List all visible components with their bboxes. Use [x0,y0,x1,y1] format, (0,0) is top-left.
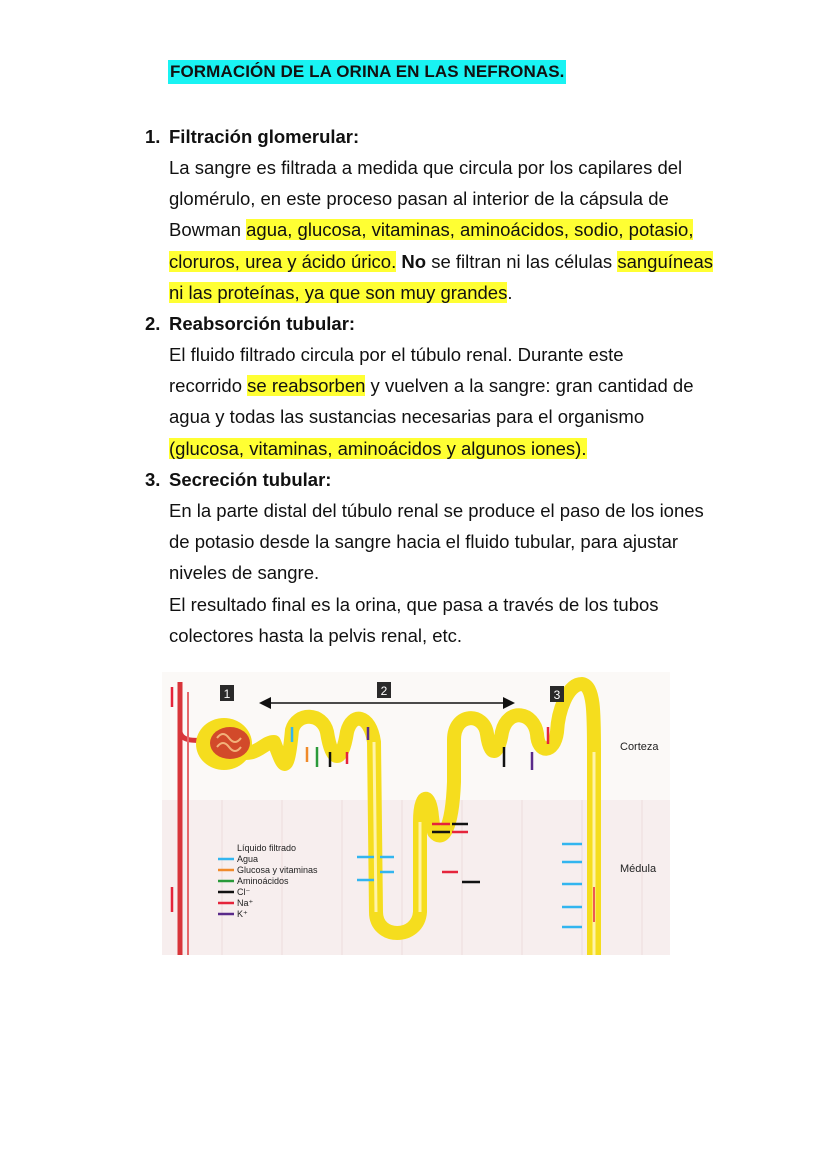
svg-text:2: 2 [380,684,388,698]
glomerulus-capsule [196,718,252,770]
legend-entry: Glucosa y vitaminas [237,865,318,875]
marker-2 [377,682,391,698]
section-title: Secreción tubular: [169,469,332,490]
section-title: Reabsorción tubular: [169,313,356,334]
section-number: 1. [145,126,161,147]
text-line [169,433,775,464]
text-run: . [507,281,513,303]
section-filtracion [145,121,775,308]
text-line [169,214,775,245]
highlighted-text: se reabsorben [247,375,366,397]
section-heading [145,121,775,152]
text-line [169,246,775,277]
text-line: glomérulo, en este proceso pasan al interior de la cápsula de [169,188,669,210]
section-heading [145,464,775,495]
text-run: y vuelven a la sangre: gran cantidad de [365,375,694,397]
text-line: En la parte distal del túbulo renal se produce el paso de los iones [169,500,704,521]
text-line [169,277,775,308]
highlighted-text: (glucosa, vitaminas, aminoácidos y algunos iones). [169,437,587,459]
legend-entry: Na⁺ [237,898,254,908]
section-body [169,495,775,651]
section-reabsorcion [145,308,775,464]
section-body [169,339,775,464]
legend-entry: Líquido filtrado [237,843,297,853]
text-line: de potasio desde la sangre hacia el fluido tubular, para ajustar [169,531,679,553]
text-run: recorrido [169,375,248,397]
section-number: 3. [145,469,161,490]
marker-3 [550,686,564,702]
highlighted-text: cloruros, urea y ácido úrico. [169,250,397,272]
section-body [169,152,775,308]
text-line: El fluido filtrado circula por el túbulo renal. Durante este [169,344,624,365]
legend-entry: Cl⁻ [237,887,251,897]
bold-text: No [401,250,427,272]
marker-1 [220,685,234,701]
text-line: niveles de sangre. [169,562,320,584]
text-line: El resultado final es la orina, que pasa a través de los tubos [169,593,659,615]
section-heading [145,308,775,339]
section-number: 2. [145,313,161,334]
text-line: colectores hasta la pelvis renal, etc. [169,624,463,646]
text-line [169,370,775,401]
text-run: se filtran ni las células [426,250,618,272]
corteza-label: Corteza [620,741,659,753]
svg-text:3: 3 [553,688,561,702]
nephron-diagram [162,672,670,955]
section-title: Filtración glomerular: [169,126,360,147]
legend-entry: Agua [237,854,259,864]
medula-label: Médula [620,863,657,875]
highlighted-text: sanguíneas [617,250,713,272]
text-run: Bowman [169,219,247,241]
section-secrecion [145,464,775,651]
page-title: FORMACIÓN DE LA ORINA EN LAS NEFRONAS. [168,60,566,84]
legend-entry: K⁺ [237,909,248,919]
text-line: agua y todas las sustancias necesarias para el organismo [169,406,645,428]
legend-entry: Aminoácidos [237,876,289,886]
text-line: La sangre es filtrada a medida que circula por los capilares del [169,157,683,178]
highlighted-text: agua, glucosa, vitaminas, aminoácidos, sodio, potasio, [246,219,694,241]
highlighted-text: ni las proteínas, ya que son muy grandes [169,281,508,303]
svg-text:1: 1 [223,687,231,701]
